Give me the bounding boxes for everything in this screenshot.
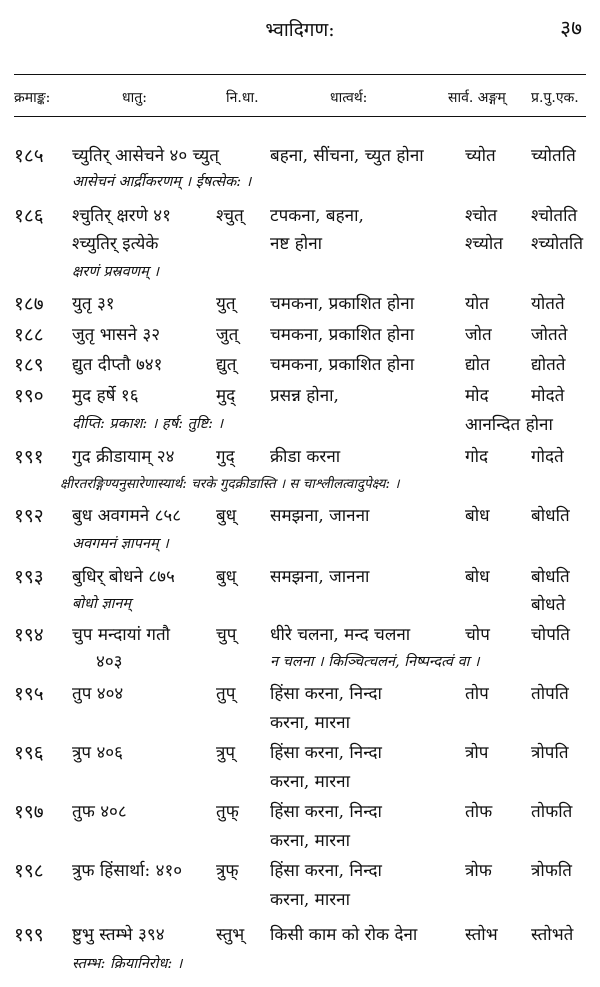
nirdishta-dhatu-cell: मुद्: [216, 386, 236, 406]
serial-number: १८७: [14, 293, 44, 315]
anga-cell: बोध: [465, 567, 490, 587]
rupa-cell: श्चोतति: [531, 206, 578, 226]
nirdishta-dhatu-cell: बुध्: [216, 506, 237, 526]
meaning-cell: हिंसा करना, निन्दा: [270, 802, 382, 822]
nirdishta-dhatu-cell: तुफ्: [216, 802, 239, 822]
nirdishta-dhatu-cell: जुत्: [216, 325, 239, 345]
dhatu-cell: ष्टुभु स्तम्भे ३९४: [72, 925, 165, 945]
entry-note: क्षरणं प्रस्रवणम् ।: [72, 264, 159, 280]
anga-cell: श्चोत: [465, 206, 498, 226]
dhatu-cell: तुप ४०४: [72, 684, 124, 704]
dhatu-cell: त्रुप ४०६: [72, 743, 123, 763]
anga-cell: गोद: [465, 447, 489, 467]
meaning-continuation: करना, मारना: [270, 831, 351, 851]
meaning-continuation: करना, मारना: [270, 890, 351, 910]
dhatu-cell: तुफ ४०८: [72, 802, 127, 822]
column-header-serial: क्रमाङ्क:: [14, 90, 51, 106]
serial-number: १९४: [14, 624, 44, 646]
serial-number: १८५: [14, 145, 44, 167]
page-number: ३७: [560, 16, 582, 40]
meaning-cell: नष्ट होना: [270, 234, 323, 254]
rupa-cell: योतते: [531, 294, 565, 314]
meaning-cell: प्रसन्न होना,: [270, 386, 339, 406]
column-header-ni-dha: नि.धा.: [226, 90, 259, 106]
meaning-continuation: आनन्दित होना: [465, 415, 553, 435]
anga-cell: चोप: [465, 625, 490, 645]
dhatu-cell: चुप मन्दायां गतौ: [72, 625, 171, 645]
rupa-cell: तोपति: [531, 684, 569, 704]
column-header-anga: सार्व. अङ्गम्: [448, 90, 506, 106]
nirdishta-dhatu-cell: स्तुभ्: [216, 925, 245, 945]
nirdishta-dhatu-cell: श्चुत्: [216, 206, 244, 226]
meaning-cell: हिंसा करना, निन्दा: [270, 861, 382, 881]
nirdishta-dhatu-cell: त्रुफ्: [216, 861, 239, 881]
anga-cell: तोप: [465, 684, 489, 704]
entry-note: क्षीरतरङ्गिण्यनुसारेणास्यार्थ: चरके गुदक्रीडास्ति । स चाश्लीलत्वादुपेक्ष्य: ।: [60, 476, 400, 492]
dhatu-cell: द्युत दीप्तौ ७४१: [72, 355, 163, 375]
serial-number: १९६: [14, 742, 44, 764]
dhatu-cell: श्च्युतिर् इत्येके: [72, 234, 159, 254]
nirdishta-dhatu-cell: द्युत्: [216, 355, 237, 375]
meaning-continuation: करना, मारना: [270, 772, 351, 792]
nirdishta-dhatu-cell: गुद्: [216, 447, 235, 467]
meaning-cell: चमकना, प्रकाशित होना: [270, 355, 415, 375]
rupa-cell: श्च्योतति: [531, 234, 584, 254]
serial-number: १८८: [14, 324, 44, 346]
serial-number: १९८: [14, 860, 44, 882]
serial-number: १९३: [14, 566, 44, 588]
header-rule-top: [14, 74, 586, 75]
rupa-cell: त्रोपति: [531, 743, 569, 763]
rupa-cell: द्योतते: [531, 355, 566, 375]
dhatu-cell: मुद हर्षे १६: [72, 386, 139, 406]
rupa-cell: स्तोभते: [531, 925, 574, 945]
nirdishta-dhatu-cell: त्रुप्: [216, 743, 236, 763]
anga-cell: द्योत: [465, 355, 490, 375]
rupa-cell: तोफति: [531, 802, 573, 822]
meaning-cell: हिंसा करना, निन्दा: [270, 684, 382, 704]
serial-number: १९२: [14, 505, 44, 527]
rupa-cell: गोदते: [531, 447, 564, 467]
anga-cell: स्तोभ: [465, 925, 498, 945]
column-header-dhatu: धातु:: [122, 90, 147, 106]
dhatu-continuation: ४०३: [96, 652, 123, 672]
anga-cell: श्च्योत: [465, 234, 503, 254]
serial-number: १८९: [14, 354, 44, 376]
anga-cell: जोत: [465, 325, 492, 345]
nirdishta-dhatu-cell: युत्: [216, 294, 236, 314]
dhatu-cell: गुद क्रीडायाम् २४: [72, 447, 175, 467]
header-rule-bottom: [14, 116, 586, 117]
nirdishta-dhatu-cell: चुप्: [216, 625, 237, 645]
dhatu-cell: बुधिर् बोधने ८७५: [72, 567, 175, 587]
meaning-cell: बहना, सींचना, च्युत होना: [270, 146, 424, 166]
rupa-cell: चोपति: [531, 625, 570, 645]
dhatu-cell: बुध अवगमने ८५८: [72, 506, 182, 526]
dhatu-cell: च्युतिर् आसेचने ४० च्युत्: [72, 146, 219, 166]
rupa-cell: बोधति: [531, 506, 570, 526]
meaning-cell: चमकना, प्रकाशित होना: [270, 294, 415, 314]
anga-cell: तोफ: [465, 802, 493, 822]
page-header: [0, 12, 600, 46]
column-header-artha: धात्वर्थ:: [330, 90, 368, 106]
dhatu-cell: त्रुफ हिंसार्था: ४१०: [72, 861, 183, 881]
column-header-rupa: प्र.पु.एक.: [531, 90, 579, 106]
serial-number: १९१: [14, 446, 44, 468]
rupa-continuation: बोधते: [531, 595, 566, 615]
entry-note: बोधो ज्ञानम्: [72, 596, 132, 612]
meaning-cell: समझना, जानना: [270, 567, 370, 587]
serial-number: १९९: [14, 924, 44, 946]
meaning-cell: समझना, जानना: [270, 506, 370, 526]
entry-note: अवगमनं ज्ञापनम् ।: [72, 536, 169, 552]
dhatu-cell: श्चुतिर् क्षरणे ४१: [72, 206, 171, 226]
serial-number: १९५: [14, 683, 44, 705]
anga-cell: बोध: [465, 506, 490, 526]
serial-number: १८६: [14, 205, 44, 227]
meaning-cell: धीरे चलना, मन्द चलना: [270, 625, 411, 645]
meaning-cell: टपकना, बहना,: [270, 206, 364, 226]
meaning-cell: किसी काम को रोक देना: [270, 925, 418, 945]
entry-note: स्तम्भ: क्रियानिरोध: ।: [72, 956, 183, 972]
meaning-cell: क्रीडा करना: [270, 447, 341, 467]
rupa-cell: जोतते: [531, 325, 568, 345]
meaning-cell: चमकना, प्रकाशित होना: [270, 325, 415, 345]
anga-cell: च्योत: [465, 146, 496, 166]
anga-cell: योत: [465, 294, 489, 314]
anga-cell: मोद: [465, 386, 489, 406]
nirdishta-dhatu-cell: तुप्: [216, 684, 236, 704]
rupa-cell: च्योतति: [531, 146, 576, 166]
dhatu-cell: युतृ ३१: [72, 294, 115, 314]
entry-note: आसेचनं आर्द्रीकरणम् । ईषत्सेक: ।: [72, 174, 252, 190]
nirdishta-dhatu-cell: बुध्: [216, 567, 237, 587]
anga-cell: त्रोफ: [465, 861, 492, 881]
rupa-cell: त्रोफति: [531, 861, 572, 881]
serial-number: १९०: [14, 385, 44, 407]
rupa-cell: बोधति: [531, 567, 570, 587]
meaning-cell: हिंसा करना, निन्दा: [270, 743, 382, 763]
anga-cell: त्रोप: [465, 743, 489, 763]
serial-number: १९७: [14, 801, 44, 823]
rupa-cell: मोदते: [531, 386, 565, 406]
page-title: भ्वादिगण:: [265, 19, 335, 41]
meaning-continuation: करना, मारना: [270, 713, 351, 733]
entry-note: न चलना । किञ्चित्चलनं, निष्पन्दत्वं वा ।: [270, 654, 480, 670]
dhatu-cell: जुतृ भासने ३२: [72, 325, 161, 345]
entry-note: दीप्ति: प्रकाश: । हर्ष: तुष्टि: ।: [72, 416, 224, 432]
